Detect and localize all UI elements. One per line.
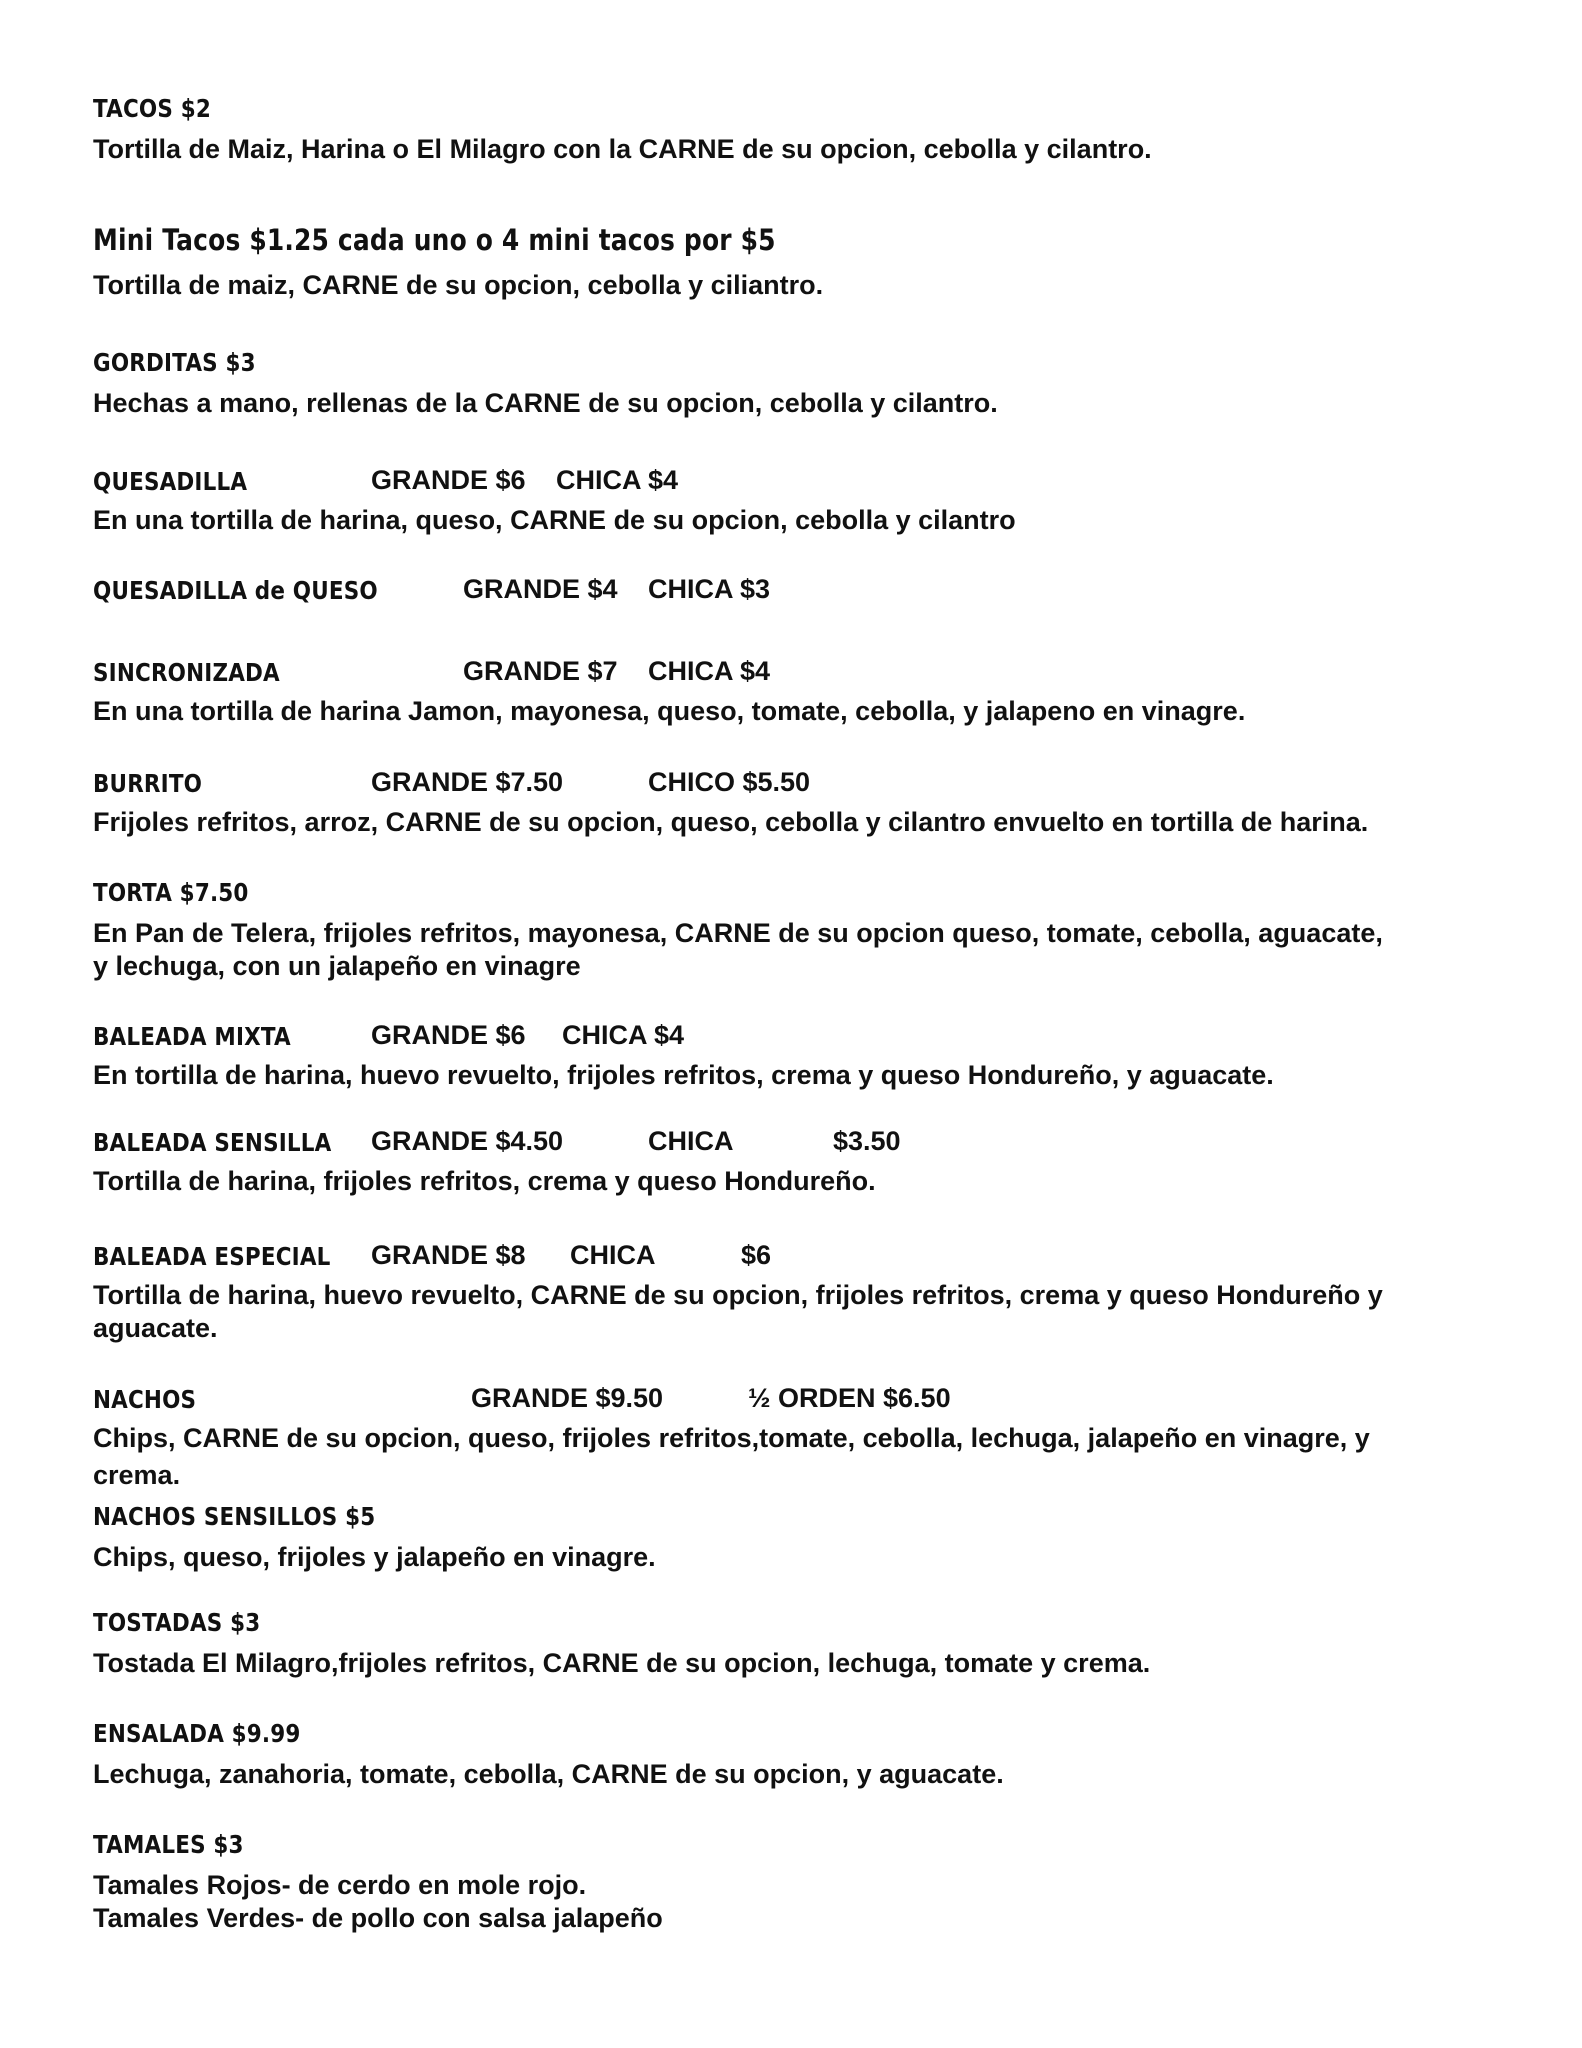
item-desc-baleada-especial-line1: Tortilla de harina, huevo revuelto, CARNE de su opcion, frijoles refritos, crema y queso Hondureño y (93, 1280, 1383, 1310)
item-title-gorditas: GORDITAS $3 (93, 348, 256, 377)
price-chica-quesadilla-queso: CHICA $3 (648, 574, 771, 604)
price-chica-quesadilla: CHICA $4 (556, 465, 679, 495)
price-grande-quesadilla: GRANDE $6 (371, 465, 526, 495)
price-grande-nachos: GRANDE $9.50 (471, 1383, 664, 1413)
price-chica-label-baleada-especial: CHICA (570, 1240, 656, 1270)
item-desc-tamales-line1: Tamales Rojos- de cerdo en mole rojo. (93, 1870, 587, 1900)
item-title-baleada-mixta: BALEADA MIXTA (93, 1022, 291, 1051)
item-title-baleada-especial: BALEADA ESPECIAL (93, 1242, 331, 1271)
item-title-quesadilla-queso: QUESADILLA de QUESO (93, 576, 378, 605)
item-title-tostadas: TOSTADAS $3 (93, 1608, 261, 1637)
item-desc-sincronizada: En una tortilla de harina Jamon, mayonesa, queso, tomate, cebolla, y jalapeno en vinagre. (93, 696, 1246, 726)
item-title-tacos: TACOS $2 (93, 94, 211, 123)
price-media-orden-nachos: ½ ORDEN $6.50 (748, 1383, 951, 1413)
item-title-quesadilla: QUESADILLA (93, 467, 248, 496)
item-desc-torta-line1: En Pan de Telera, frijoles refritos, mayonesa, CARNE de su opcion queso, tomate, cebolla, aguacate, (93, 918, 1383, 948)
price-grande-burrito: GRANDE $7.50 (371, 767, 564, 797)
price-grande-baleada-especial: GRANDE $8 (371, 1240, 526, 1270)
price-grande-sincronizada: GRANDE $7 (463, 656, 618, 686)
item-title-baleada-sensilla: BALEADA SENSILLA (93, 1128, 332, 1157)
item-desc-nachos-line2: crema. (93, 1460, 181, 1490)
price-chica-sincronizada: CHICA $4 (648, 656, 771, 686)
item-desc-nachos-line1: Chips, CARNE de su opcion, queso, frijoles refritos,tomate, cebolla, lechuga, jalapeño en vinagre, y (93, 1423, 1370, 1453)
item-desc-burrito: Frijoles refritos, arroz, CARNE de su opcion, queso, cebolla y cilantro envuelto en tortilla de harina. (93, 807, 1369, 837)
item-desc-mini-tacos: Tortilla de maiz, CARNE de su opcion, cebolla y ciliantro. (93, 270, 824, 300)
item-desc-torta-line2: y lechuga, con un jalapeño en vinagre (93, 951, 581, 981)
item-title-mini-tacos: Mini Tacos $1.25 cada uno o 4 mini tacos por $5 (93, 223, 776, 257)
price-grande-baleada-sensilla: GRANDE $4.50 (371, 1126, 564, 1156)
price-chica-baleada-especial: $6 (741, 1240, 772, 1270)
item-desc-tamales-line2: Tamales Verdes- de pollo con salsa jalapeño (93, 1903, 663, 1933)
item-title-torta: TORTA $7.50 (93, 878, 249, 907)
item-desc-tostadas: Tostada El Milagro,frijoles refritos, CARNE de su opcion, lechuga, tomate y crema. (93, 1648, 1151, 1678)
item-title-nachos-sensillos: NACHOS SENSILLOS $5 (93, 1502, 376, 1531)
item-desc-gorditas: Hechas a mano, rellenas de la CARNE de su opcion, cebolla y cilantro. (93, 388, 998, 418)
item-title-tamales: TAMALES $3 (93, 1830, 244, 1859)
item-title-ensalada: ENSALADA $9.99 (93, 1719, 301, 1748)
item-desc-tacos: Tortilla de Maiz, Harina o El Milagro con la CARNE de su opcion, cebolla y cilantro. (93, 134, 1152, 164)
item-desc-nachos-sensillos: Chips, queso, frijoles y jalapeño en vinagre. (93, 1542, 656, 1572)
item-desc-baleada-especial-line2: aguacate. (93, 1313, 218, 1343)
item-title-sincronizada: SINCRONIZADA (93, 658, 280, 687)
item-title-burrito: BURRITO (93, 769, 203, 798)
price-chica-baleada-sensilla: $3.50 (833, 1126, 901, 1156)
item-desc-baleada-mixta: En tortilla de harina, huevo revuelto, frijoles refritos, crema y queso Hondureño, y aguacate. (93, 1060, 1274, 1090)
price-chico-burrito: CHICO $5.50 (648, 767, 811, 797)
price-grande-quesadilla-queso: GRANDE $4 (463, 574, 618, 604)
item-title-nachos: NACHOS (93, 1385, 197, 1414)
price-grande-baleada-mixta: GRANDE $6 (371, 1020, 526, 1050)
item-desc-quesadilla: En una tortilla de harina, queso, CARNE de su opcion, cebolla y cilantro (93, 505, 1016, 535)
item-desc-ensalada: Lechuga, zanahoria, tomate, cebolla, CARNE de su opcion, y aguacate. (93, 1759, 1004, 1789)
item-desc-baleada-sensilla: Tortilla de harina, frijoles refritos, crema y queso Hondureño. (93, 1166, 876, 1196)
price-chica-baleada-mixta: CHICA $4 (562, 1020, 685, 1050)
price-chica-label-baleada-sensilla: CHICA (648, 1126, 734, 1156)
